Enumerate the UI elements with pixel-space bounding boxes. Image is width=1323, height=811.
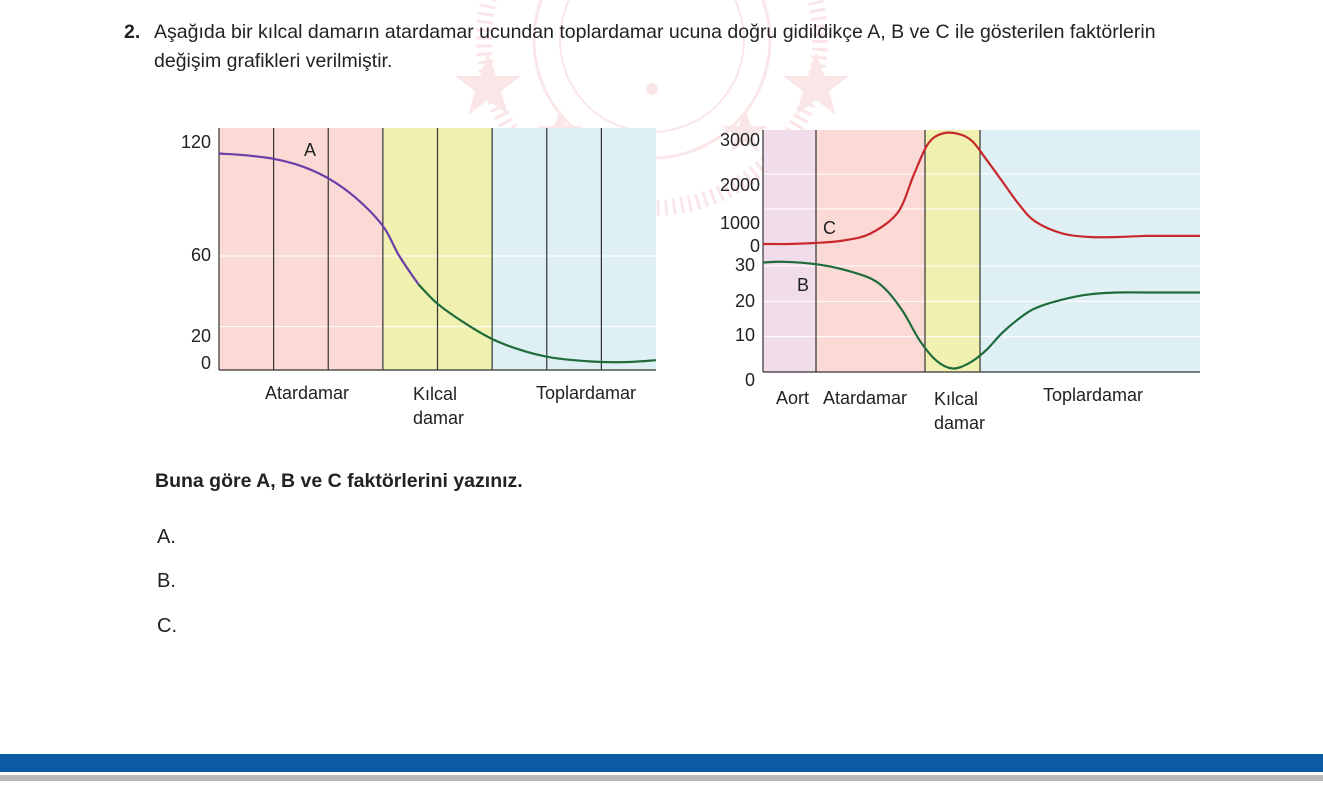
tick-label: 3000 bbox=[719, 130, 760, 150]
tick-label: 60 bbox=[190, 245, 211, 265]
region-label: Atardamar bbox=[823, 388, 908, 408]
region-label: Atardamar bbox=[264, 383, 350, 403]
tick-label: 120 bbox=[180, 132, 211, 152]
chart-bc bbox=[720, 130, 1200, 433]
tick-label: 20 bbox=[734, 291, 755, 311]
answer-label-c: C. bbox=[157, 615, 177, 637]
region-band bbox=[219, 128, 383, 370]
region-label: Kılcal bbox=[934, 389, 979, 409]
footer-blue-bar bbox=[0, 754, 1323, 772]
tick-label: 20 bbox=[190, 326, 211, 346]
region-label: damar bbox=[413, 408, 465, 428]
series-label-b: B bbox=[797, 275, 810, 295]
tick-label: 0 bbox=[744, 370, 755, 390]
footer-grey-bar bbox=[0, 775, 1323, 781]
region-label: Kılcal bbox=[413, 384, 458, 404]
tick-label: 0 bbox=[749, 236, 760, 256]
tick-label: 1000 bbox=[719, 213, 760, 233]
tick-label: 2000 bbox=[719, 175, 760, 195]
question-number: 2. bbox=[124, 21, 141, 43]
region-band bbox=[816, 130, 925, 372]
chart-a bbox=[181, 128, 656, 428]
series-label-c: C bbox=[823, 218, 836, 238]
region-label: damar bbox=[934, 413, 986, 433]
region-band bbox=[763, 130, 816, 372]
tick-label: 30 bbox=[734, 255, 755, 275]
question-text: Aşağıda bir kılcal damarın atardamar ucundan toplardamar ucuna doğru gidildikçe A, B ve C ile gösterilen faktörlerin değişim grafikleri verilmiştir. bbox=[154, 21, 1156, 72]
region-label: Aort bbox=[776, 388, 810, 408]
region-label: Toplardamar bbox=[535, 383, 637, 403]
prompt-text: Buna göre A, B ve C faktörlerini yazınız. bbox=[155, 470, 523, 492]
tick-label: 0 bbox=[200, 353, 211, 373]
tick-label: 10 bbox=[734, 325, 755, 345]
answer-label-a: A. bbox=[157, 526, 176, 548]
region-band bbox=[492, 128, 656, 370]
region-band bbox=[980, 130, 1200, 372]
series-label-a: A bbox=[304, 140, 317, 160]
region-band bbox=[925, 130, 980, 372]
region-label: Toplardamar bbox=[1042, 385, 1144, 405]
answer-label-b: B. bbox=[157, 570, 176, 592]
